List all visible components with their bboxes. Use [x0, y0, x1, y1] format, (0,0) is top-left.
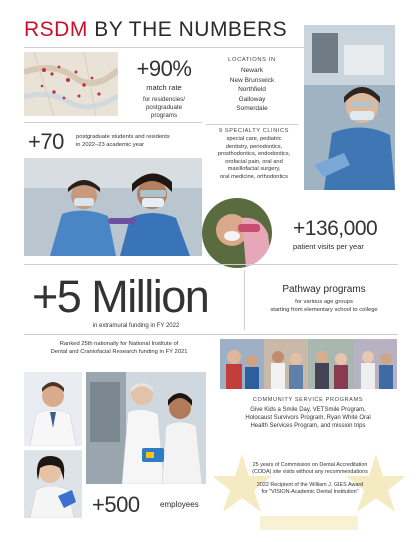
title-rest: BY THE NUMBERS — [94, 18, 288, 41]
awards-line-3: 2022 Recipient of the William J. GIES Award — [256, 482, 364, 488]
clinics-line: special care, pediatric — [226, 136, 282, 142]
clinics-line: orofacial pain, oral and — [225, 158, 283, 165]
ranking-block — [24, 340, 214, 356]
community-line: Holocaust Survivors Program, Ryan White Oral — [245, 415, 371, 421]
rule-locations — [206, 124, 298, 125]
title-accent: RSDM — [24, 18, 88, 41]
clinics-block — [206, 128, 302, 182]
students-photo — [24, 158, 202, 256]
students-desc-2: in 2022–23 academic year — [76, 142, 144, 148]
lab-photo — [86, 372, 206, 484]
match-block — [122, 56, 206, 120]
match-label: match rate — [146, 83, 182, 92]
students-stat: +70 — [28, 129, 64, 154]
community-photo-strip — [220, 339, 397, 389]
funding-divider — [244, 270, 245, 330]
ranking-line-1: Ranked 25th nationally for National Institute of — [59, 341, 179, 347]
pathway-desc-1: for various age groups — [295, 299, 353, 305]
rule-mid-3 — [24, 334, 398, 335]
visits-stat: +136,000 — [293, 217, 378, 240]
dentist-photo-top-right — [304, 25, 395, 190]
pathway-title: Pathway programs — [282, 284, 366, 295]
location-item: New Brunswick — [229, 76, 275, 84]
students-desc — [76, 133, 202, 149]
employees-label: employees — [160, 500, 199, 509]
clinics-line: maxillofacial surgery, — [227, 166, 281, 173]
pathway-block — [250, 284, 398, 314]
title-rule — [24, 47, 304, 48]
visits-label: patient visits per year — [293, 242, 364, 251]
awards-line-2: (CODA) site visits without any recommendations — [252, 469, 368, 475]
funding-desc: in extramural funding in FY 2022 — [92, 323, 180, 329]
ranking-line-2: Dental and Craniofacial Research funding in FY 2021 — [50, 349, 188, 355]
location-item: Newark — [240, 67, 264, 74]
match-desc-1: for residencies/ — [143, 96, 185, 103]
clinics-line: prosthodontics, endodontics, — [217, 151, 291, 158]
patient-circle-photo — [202, 198, 272, 268]
community-line: Health Services Program, and mission trips — [250, 423, 366, 429]
doctor-portrait-photo — [24, 372, 82, 446]
locations-heading: LOCATIONS IN — [228, 57, 276, 63]
community-heading: COMMUNITY SERVICE PROGRAMS — [252, 397, 364, 403]
location-item: Somerdale — [236, 105, 268, 112]
awards-line-4: for "VISION-Academic Dental Institution" — [261, 489, 359, 495]
pathway-desc-2: starting from elementary school to college — [270, 307, 378, 313]
community-line: Give Kids a Smile Day, VETSmile Program, — [250, 407, 366, 413]
community-block — [214, 397, 402, 430]
location-item: Galloway — [238, 95, 266, 103]
clinics-heading: 9 SPECIALTY CLINICS — [219, 128, 289, 134]
map-photo — [24, 52, 118, 116]
match-stat: +90% — [136, 56, 192, 81]
location-item: Northfield — [238, 86, 266, 93]
employees-stat: +500 — [92, 492, 140, 517]
locations-block — [206, 57, 298, 114]
students-desc-1: postgraduate students and residents — [76, 134, 170, 140]
match-desc-3: programs — [150, 112, 178, 119]
match-desc-2: postgraduate — [145, 104, 183, 111]
clinics-line: dentistry, periodontics, — [225, 143, 283, 150]
rule-mid-2 — [24, 264, 398, 265]
researcher-portrait-photo — [24, 450, 82, 518]
awards-line-1: 25 years of Commission on Dental Accreditation — [252, 462, 368, 468]
funding-stat: +5 Million — [32, 271, 209, 322]
rule-mid-1 — [24, 122, 202, 123]
clinics-line: oral medicine, orthodontics — [220, 173, 288, 180]
awards-block — [226, 462, 394, 496]
visits-block — [293, 217, 403, 251]
page-title — [24, 18, 287, 42]
